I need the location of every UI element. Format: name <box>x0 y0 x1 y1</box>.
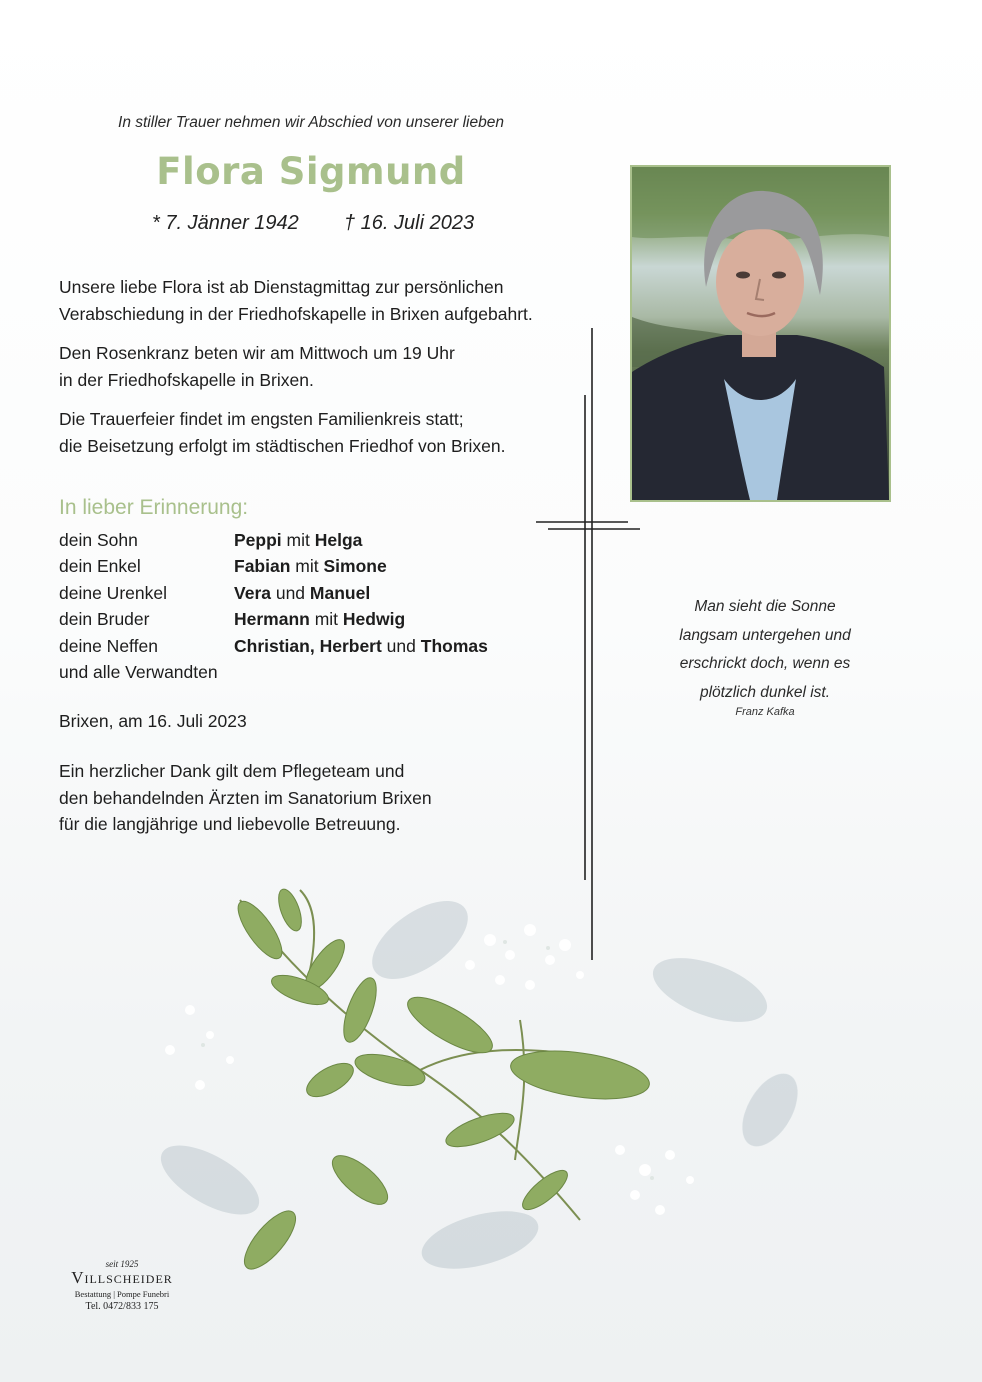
memory-heading: In lieber Erinnerung: <box>59 496 249 519</box>
relatives-footer: und alle Verwandten <box>59 662 218 683</box>
relative-row: deine Urenkel Vera und Manuel <box>59 582 371 603</box>
relative-row: dein Enkel Fabian mit Simone <box>59 556 387 577</box>
portrait-illustration <box>632 167 889 500</box>
deceased-name: Flora Sigmund <box>156 150 466 193</box>
quote-author: Franz Kafka <box>735 706 795 718</box>
paragraph-funeral: Die Trauerfeier findet im engsten Familienkreis statt; die Beisetzung erfolgt im städtischen Friedhof von Brixen. <box>59 409 506 456</box>
quote: Man sieht die Sonne langsam untergehen und erschrickt doch, wenn es plötzlich dunkel ist. <box>679 598 851 701</box>
funeral-home-logo: seit 1925 Villscheider Bestattung | Pompe Funebri Tel. 0472/833 175 <box>71 1259 173 1312</box>
birth-date: * 7. Jänner 1942 <box>152 212 299 234</box>
relatives-list <box>59 527 539 685</box>
paragraph-rosary: Den Rosenkranz beten wir am Mittwoch um 19 Uhr in der Friedhofskapelle in Brixen. <box>59 343 455 390</box>
thanks-text: Ein herzlicher Dank gilt dem Pflegeteam und den behandelnden Ärzten im Sanatorium Brixen für die langjährige und liebevolle Betreuung. <box>59 761 432 834</box>
portrait-photo <box>630 165 891 502</box>
place-date: Brixen, am 16. Juli 2023 <box>59 711 247 731</box>
relative-row: dein Bruder Hermann mit Hedwig <box>59 609 406 630</box>
relative-row: dein Sohn Peppi mit Helga <box>59 530 363 550</box>
intro-text: In stiller Trauer nehmen wir Abschied von unserer lieben <box>118 114 504 131</box>
relative-row: deine Neffen Christian, Herbert und Thomas <box>59 635 488 656</box>
death-date: † 16. Juli 2023 <box>344 212 475 234</box>
paragraph-viewing: Unsere liebe Flora ist ab Dienstagmittag zur persönlichen Verabschiedung in der Friedhofskapelle in Brixen aufgebahrt. <box>59 277 533 324</box>
